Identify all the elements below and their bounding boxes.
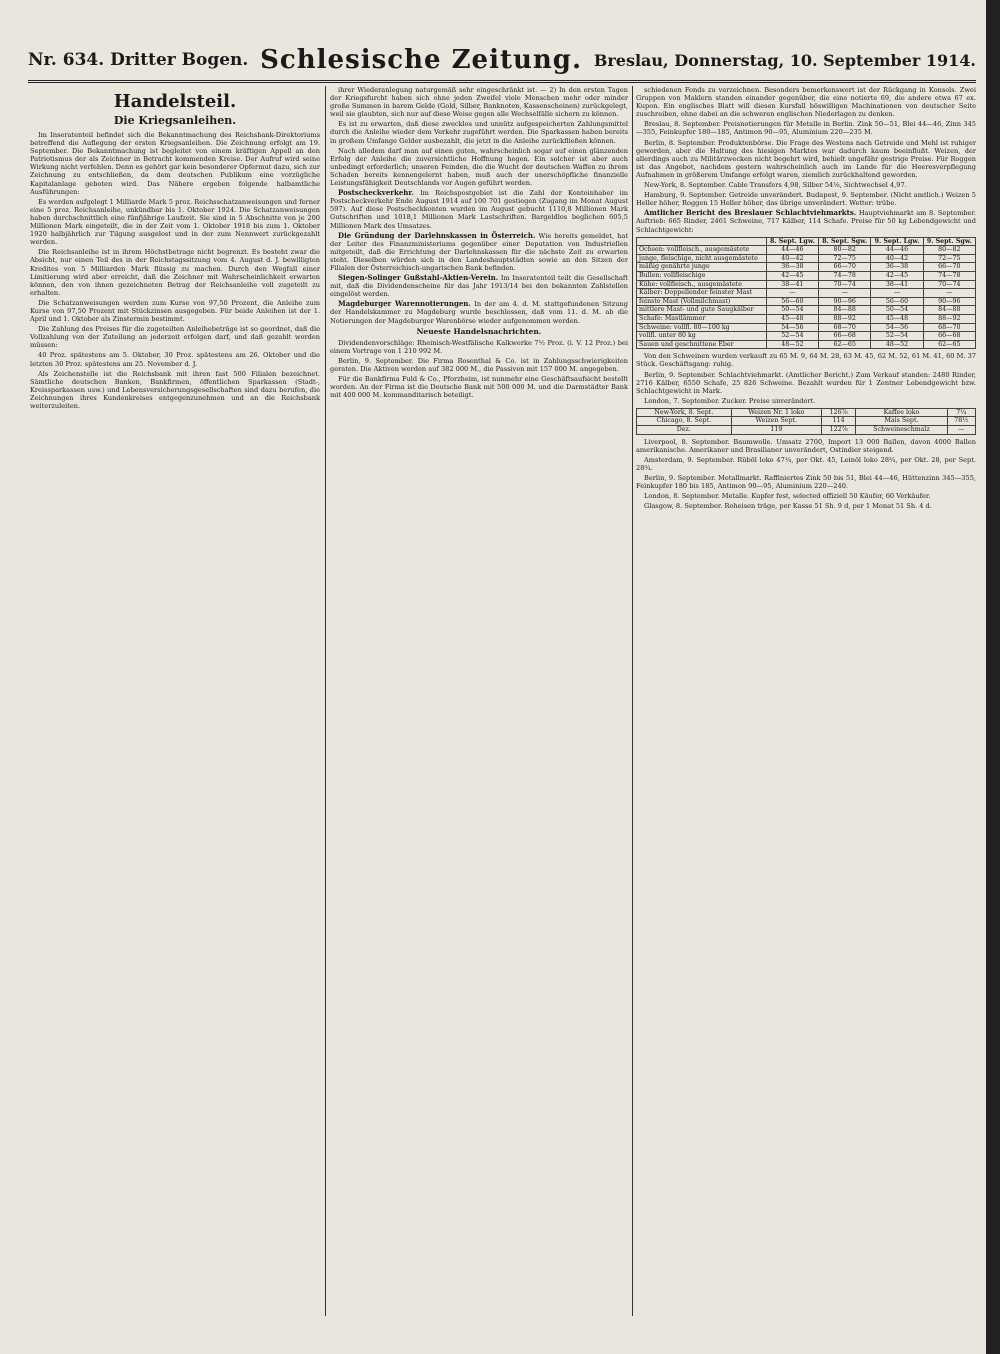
table-cell: 66—68: [923, 332, 975, 341]
article-heading: Die Gründung der Darlehnskassen in Österreich.: [338, 230, 536, 240]
paragraph: 40 Proz. spätestens am 5. Oktober, 30 Proz. spätestens am 26. Oktober und die letzten 30 Proz. spätestens am 25. November d. J.: [30, 351, 320, 368]
table-cell: Sauen und geschnittene Eber: [637, 340, 767, 349]
column-rule: [632, 86, 633, 1316]
table-cell: 62—65: [819, 340, 871, 349]
table-cell: 44—46: [871, 246, 923, 255]
column-1: [30, 86, 320, 1316]
table-cell: 50—54: [766, 306, 818, 315]
table-cell: 90—96: [819, 297, 871, 306]
paragraph: Hauptviehmarkt am 8. September. Auftrieb: 665 Rinder, 2461 Schweine, 717 Kälber, 114 Schafe. Preise für 50 kg Lebendgewicht und Schlachtgewicht:: [636, 209, 976, 234]
table-cell: —: [947, 426, 975, 435]
table-cell: New-York, 8. Sept.: [637, 408, 732, 417]
table-cell: 66—70: [923, 263, 975, 272]
table-row: [637, 417, 976, 426]
table-cell: 74—78: [819, 271, 871, 280]
table-cell: 84—88: [819, 306, 871, 315]
table-cell: 66—68: [819, 332, 871, 341]
paragraph: Die Zahlung des Preises für die zugeteilten Anleihebeträge ist so geordnet, daß die Vollzahlung von der Zuteilung an jederzeit erfolgen darf, und daß gezahlt werden müssen:: [30, 325, 320, 350]
table-cell: —: [923, 289, 975, 298]
table-cell: 72—75: [819, 254, 871, 263]
table-row: [637, 340, 976, 349]
table-row: [637, 289, 976, 298]
table-cell: Bullen: vollfleischige: [637, 271, 767, 280]
section-title: Handelsteil.: [113, 91, 237, 112]
table-cell: 119: [731, 426, 821, 435]
table-row: [637, 426, 976, 435]
table-header-cell: 8. Sept. Sgw.: [819, 237, 871, 246]
table-cell: 48—52: [871, 340, 923, 349]
table-cell: Kaffee loko: [856, 408, 947, 417]
cattle-price-table: [636, 237, 976, 350]
column-2: [330, 86, 628, 1316]
table-row: [637, 314, 976, 323]
table-cell: 68—70: [819, 323, 871, 332]
table-cell: 126⅞: [822, 408, 856, 417]
paragraph: Breslau, 8. September. Preisnotierungen für Metalle in Berlin. Zink 50—51, Blei 44—46, Zinn 345—355, Feinkupfer 180—185, Antimon 90—95, Aluminium 220—235 M.: [636, 120, 976, 137]
table-cell: 90—96: [923, 297, 975, 306]
table-cell: Schweine: vollfl. 80—100 kg: [637, 323, 767, 332]
paragraph: Amsterdam, 9. September. Rüböl loko 47¼, per Okt. 45, Leinöl loko 28¾, per Okt. 28, per Sept. 28¾.: [636, 455, 976, 472]
article-heading: Magdeburger Warennotierungen.: [338, 299, 471, 309]
table-cell: 88—92: [923, 314, 975, 323]
table-cell: 40—42: [871, 254, 923, 263]
paragraph: Die Reichsanleihe ist in ihrem Höchstbetrage nicht begrenzt. Es besteht zwar die Absicht, nur einen Teil des in der Reichstagssitzung vom 4. August d. J. bewilligten Kredites von 5 Milliarden Mark flüssig zu machen. Durch den Wegfall einer Limitierung wird aber erreicht, daß die Zeichner mit Wahrscheinlichkeit erwarten können, den von ihnen gezeichneten Betrag der Reichsanleihe voll zugeteilt zu erhalten.: [30, 248, 320, 297]
table-cell: Weizen Sept.: [731, 417, 821, 426]
paragraph: Hamburg, 9. September. Getreide unverändert. Budapest, 9. September. (Nicht amtlich.) Weizen 5 Heller höher, Roggen 15 Heller höher, das übrige unverändert. Wetter: trübe.: [636, 191, 976, 208]
paragraph: ihrer Wiederanlegung naturgemäß sehr eingeschränkt ist. — 2) In den ersten Tagen der Kriegsfurcht haben sich ohne jeden Zweifel viele Menschen mehr oder minder große Summen in barem Gelde (Gold, Silber, Banknoten, Kassenscheinen) zurückgelegt, weil sie glaubten, sich nur auf diese Weise gegen alle Wechselfälle sichern zu können.: [330, 86, 628, 119]
scan-edge: [986, 0, 1000, 1354]
table-row: [637, 408, 976, 417]
paragraph: Glasgow, 8. September. Roheisen träge, per Kasse 51 Sh. 9 d, per 1 Monat 51 Sh. 4 d.: [644, 502, 932, 511]
table-cell: junge, fleischige, nicht ausgemästete: [637, 254, 767, 263]
paragraph: Es ist zu erwarten, daß diese zwecklos und unnütz aufgespeicherten Zahlungsmittel durch die Anleihe wieder dem Verkehr zugeführt werden. Die Sparkassen haben bereits in großem Umfange Gelder ausbezahlt, die jetzt in die Anleihe zurückfließen können.: [330, 120, 628, 145]
table-cell: 50—54: [871, 306, 923, 315]
table-cell: 66—70: [819, 263, 871, 272]
table-cell: —: [819, 289, 871, 298]
table-cell: 42—45: [766, 271, 818, 280]
table-cell: 54—56: [766, 323, 818, 332]
paragraph: Dividendenvorschläge: Rheinisch-Westfälische Kalkwerke 7½ Proz. (i. V. 12 Proz.) bei einem Vortrage von 1 210 992 M.: [330, 338, 628, 355]
table-cell: 52—54: [871, 332, 923, 341]
dateline: Breslau, Donnerstag, 10. September 1914.: [593, 50, 976, 70]
table-cell: 54—56: [871, 323, 923, 332]
table-header-cell: 9. Sept. Lgw.: [871, 237, 923, 246]
table-cell: feinste Mast (Vollmilchmast): [637, 297, 767, 306]
table-row: [637, 280, 976, 289]
paragraph: In der am 4. d. M. stattgefundenen Sitzung der Handelskammer zu Magdeburg wurde beschlossen, daß vom 11. d. M. ab die Notierungen der Magdeburger Warenbörse wieder aufgenommen werden.: [330, 300, 628, 325]
table-cell: Mais Sept.: [856, 417, 947, 426]
table-header-cell: [637, 237, 767, 246]
table-cell: 7¼: [947, 408, 975, 417]
grain-price-table: [636, 408, 976, 435]
paragraph: New-York, 8. September. Cable Transfers 4,98, Silber 54⅛, Sichtwechsel 4,97.: [644, 181, 907, 190]
table-cell: 114: [822, 417, 856, 426]
paragraph: Für die Bankfirma Fuld & Co., Pforzheim, ist nunmehr eine Geschäftsaufsicht bestellt worden. An der Firma ist die Deutsche Bank mit 500 000 M. und die Darmstädter Bank mit 400 000 M. kommanditarisch beteiligt.: [330, 375, 628, 400]
table-row: [637, 323, 976, 332]
column-rule: [325, 86, 326, 1316]
article-heading: Neueste Handelsnachrichten.: [416, 326, 542, 336]
paragraph: Im Inseratenteil befindet sich die Bekanntmachung des Reichsbank-Direktoriums betreffend die Auflegung der ersten Kriegsanleihen. Die Zeichnung erfolgt am 19. September. Die Bekanntmachung ist begleitet von einem kräftigen Appell an den Patriotismus der als Zeichner in Betracht kommenden Kreise. Der Aufruf wird seine Wirkung nicht verfehlen. Denn es gehört gar kein besonderer Opfermut dazu, sich zur Zeichnung zu entschließen, da dem deutschen Publikum eine vorzügliche Kapitalanlage geboten wird. Das Nähere ergeben folgende halbamtliche Ausführungen:: [30, 131, 320, 196]
table-cell: 88—92: [819, 314, 871, 323]
table-cell: 38—41: [871, 280, 923, 289]
table-header-cell: 8. Sept. Lgw.: [766, 237, 818, 246]
paragraph: Im Reichspostgebiet ist die Zahl der Kontoinhaber im Postscheckverkehr Ende August 1914 auf 100 701 gestiegen (Zugang im Monat August 597). Auf diese Postscheckkonten wurden im August gebucht 1110,8 Millionen Mark Gutschriften und 1018,1 Millionen Mark Lastschriften. Bargeldlos beglichen 605,5 Millionen Mark des Umsatzes.: [330, 189, 628, 230]
paragraph: London, 7. September. Zucker. Preise unverändert.: [644, 396, 816, 405]
table-cell: 62—65: [923, 340, 975, 349]
table-row: [637, 271, 976, 280]
table-row: [637, 263, 976, 272]
table-cell: Kühe: vollfleisch., ausgemästete: [637, 280, 767, 289]
table-cell: 84—88: [923, 306, 975, 315]
paragraph: Als Zeichenstelle ist die Reichsbank mit ihren fast 500 Filialen bezeichnet. Sämtliche deutschen Banken, Bankfirmen, öffentlichen Sparkassen (Stadt-, Kreissparkassen usw.) und Lebensversicherungsgesellschaften sind dazu berufen, die Zeichnungen ihres Kundenkreises entgegenzunehmen und an die Reichsbank weiterzuleiten.: [30, 369, 320, 410]
table-cell: 44—46: [766, 246, 818, 255]
article-heading: Postscheckverkehr.: [338, 188, 414, 198]
paragraph: Es werden aufgelegt 1 Milliarde Mark 5 proz. Reichsschatzanweisungen und ferner eine 5 proz. Reichsanleihe, unkündbar bis 1. Oktober 1924. Die Schatzanweisungen haben durchschnittlich eine fünfjährige Laufzeit. Sie sind in 5 Abschnitte von je 200 Millionen Mark eingeteilt, die in der Zeit vom 1. Oktober 1918 bis zum 1. Oktober 1920 halbjährlich zur Tilgung ausgelost und in der zum Nennwert zurückgezahlt werden.: [30, 197, 320, 247]
table-cell: 56—60: [871, 297, 923, 306]
table-cell: 78½: [947, 417, 975, 426]
column-3: [636, 86, 976, 1316]
issue-number: Nr. 634. Dritter Bogen.: [28, 50, 249, 70]
table-cell: —: [766, 289, 818, 298]
table-cell: 36—38: [871, 263, 923, 272]
paragraph: Von den Schweinen wurden verkauft zu 65 M. 9, 64 M. 28, 63 M. 45, 62 M. 52, 61 M. 41, 60 M. 37 Stück. Geschäftsgang: ruhig.: [636, 352, 976, 369]
table-cell: 56—60: [766, 297, 818, 306]
table-cell: Schweineschmalz: [856, 426, 947, 435]
table-header-cell: 9. Sept. Sgw.: [923, 237, 975, 246]
table-cell: 45—48: [766, 314, 818, 323]
table-cell: 52—54: [766, 332, 818, 341]
article-title: Die Kriegsanleihen.: [113, 114, 237, 127]
paragraph: Die Schatzanweisungen werden zum Kurse von 97,50 Prozent, die Anleihe zum Kurse von 97,50 Prozent mit Stückzinsen ausgegeben. Für beide Anleihen ist der 1. April und 1. Oktober als Zinstermin bestimmt.: [30, 298, 320, 324]
newspaper-title: Schlesische Zeitung.: [260, 45, 583, 75]
table-cell: Chicago, 8. Sept.: [637, 417, 732, 426]
table-row: [637, 306, 976, 315]
table-cell: 36—38: [766, 263, 818, 272]
table-cell: Dez.: [637, 426, 732, 435]
table-row: [637, 246, 976, 255]
paragraph: Berlin, 8. September. Produktenbörse. Die Frage des Westens nach Getreide und Mehl ist ruhiger geworden, aber die Haltung des hiesigen Marktes war dadurch kaum beeinflußt. Weizen, der allerdings auch zu Militärzwecken nicht begehrt wird, behielt ungefähr gestrige Preise. Für Roggen ist das Angebot, nachdem gestern wahrscheinlich auch im Lande für die Heeresverpflegung Aufnahmen in größerem Umfange erfolgt waren, ziemlich zurückhaltend geworden.: [636, 138, 976, 179]
paragraph: Berlin, 9. September. Schlachtviehmarkt. (Amtlicher Bericht.) Zum Verkauf standen: 2480 Rinder, 2716 Kälber, 6550 Schafe, 25 826 Schweine. Bezahlt wurden für 1 Zentner Lebendgewicht bzw. Schlachtgewicht in Mark.: [636, 370, 976, 395]
paragraph: schiedenen Fonds zu verzeichnen. Besonders bemerkenswert ist der Rückgang in Konsols. Zwei Gruppen von Maklern standen einander gegenüber, die eine notierte 69, die andere etwa 67 ex. Kupon. Ein englisches Blatt will diesen Kursfall böswilligen Machinationen von deutscher Seite zuschreiben, ohne dabei an die schweren englischen Niederlagen zu denken.: [636, 86, 976, 119]
paragraph: Berlin, 9. September. Metallmarkt. Raffiniertes Zink 50 bis 51, Blei 44—46, Hüttenzinn 345—355, Feinkupfer 180 bis 185, Antimon 90—95, Aluminium 220—240.: [636, 474, 976, 491]
table-row: [637, 332, 976, 341]
table-cell: 68—70: [923, 323, 975, 332]
table-cell: Kälber: Doppellender feinster Mast: [637, 289, 767, 298]
table-cell: Weizen Nr. 1 loko: [731, 408, 821, 417]
paragraph: Im Inseratenteil teilt die Gesellschaft mit, daß die Dividendenscheine für das Jahr 1913/14 bei den bekannten Zahlstellen eingelöst werden.: [330, 274, 628, 299]
paragraph: Liverpool, 8. September. Baumwolle. Umsatz 2700, Import 13 000 Ballen, davon 4000 Ballen amerikanische. Amerikaner und Brasilianer unverändert, Ostindier steigend.: [636, 437, 976, 454]
masthead: [28, 40, 976, 83]
table-cell: 70—74: [819, 280, 871, 289]
paragraph: Berlin, 9. September. Die Firma Rosenthal & Co. ist in Zahlungsschwierigkeiten geraten. Die Aktiven werden auf 382 000 M., die Passiven mit 157 000 M. angegeben.: [330, 356, 628, 373]
table-cell: mittlere Mast- und gute Saugkälber: [637, 306, 767, 315]
table-cell: 80—82: [923, 246, 975, 255]
table-cell: Schafe: Mastlämmer: [637, 314, 767, 323]
table-cell: 38—41: [766, 280, 818, 289]
table-cell: 72—75: [923, 254, 975, 263]
article-heading: Amtlicher Bericht des Breslauer Schlachtviehmarkts.: [644, 208, 857, 218]
table-cell: 42—45: [871, 271, 923, 280]
table-cell: 74—78: [923, 271, 975, 280]
table-cell: —: [871, 289, 923, 298]
table-cell: 40—42: [766, 254, 818, 263]
paragraph: London, 8. September. Metalle. Kupfer fest, selected offiziell 50 Käufer, 60 Verkäufer.: [644, 492, 931, 501]
paragraph: Wie bereits gemeldet, hat der Leiter des Finanzministeriums gegenüber einer Deputation von Industriellen mitgeteilt, daß die Errichtung der Darlehnskassen für die nächste Zeit zu erwarten steht. Dieselben würden sich in den Landeshauptstädten sowie an den Sitzen der Filialen der Österreichisch-ungarischen Bank befinden.: [330, 231, 628, 272]
table-cell: mäßig genährte junge: [637, 263, 767, 272]
article-heading: Siegen-Solinger Gußstahl-Aktien-Verein.: [338, 273, 499, 283]
table-row: [637, 254, 976, 263]
table-cell: Ochsen: vollfleisch., ausgemästete: [637, 246, 767, 255]
table-cell: vollfl. unter 80 kg: [637, 332, 767, 341]
table-cell: 45—48: [871, 314, 923, 323]
table-row: [637, 297, 976, 306]
table-cell: 80—82: [819, 246, 871, 255]
table-cell: 70—74: [923, 280, 975, 289]
table-header-row: [637, 237, 976, 246]
table-cell: 48—52: [766, 340, 818, 349]
paragraph: Nach alledem darf man auf einen guten, wahrscheinlich sogar auf einen glänzenden Erfolg der Anleihe die zuversichtliche Hoffnung hegen. Ein solcher ist aber auch unbedingt erforderlich; unseren Feinden, die die Wucht der deutschen Waffen zu ihrem Schaden bereits kennengelernt haben, muß auch der unerschöpfliche finanzielle Leistungsfähigkeit Deutschlands vor Augen geführt werden.: [330, 146, 628, 188]
table-cell: 122⅞: [822, 426, 856, 435]
